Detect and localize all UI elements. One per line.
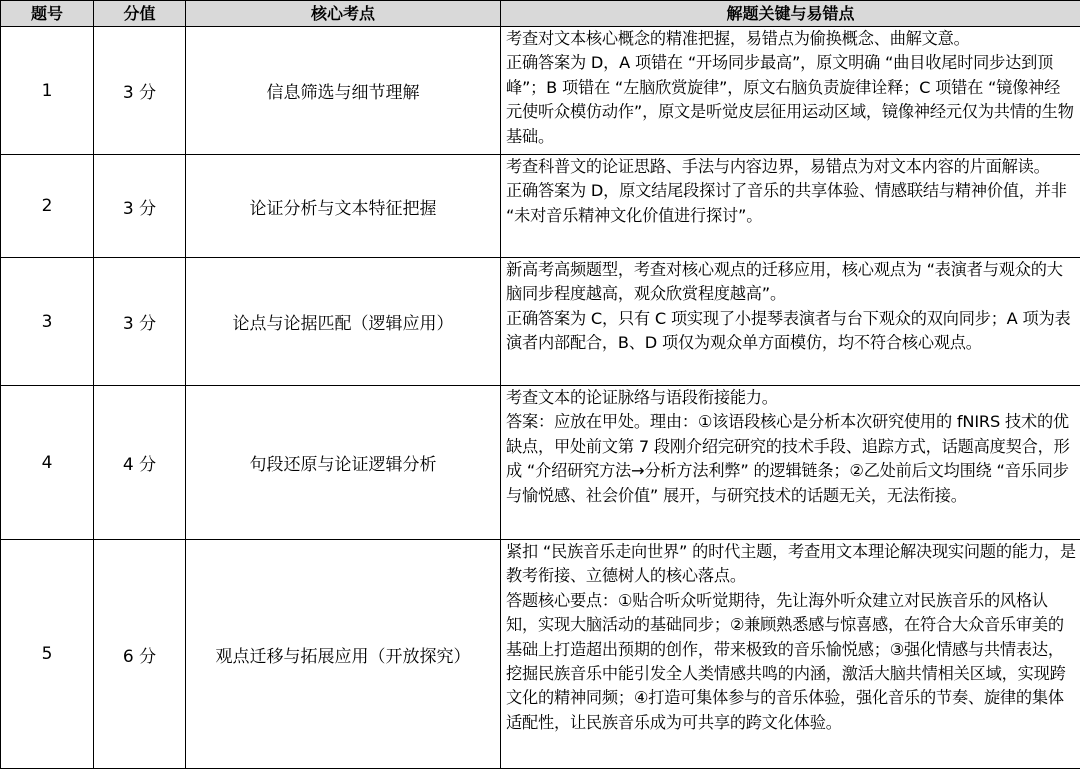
analysis-summary: 紧扣 “民族音乐走向世界” 的时代主题，考查用文本理论解决现实问题的能力，是教考衔接、立德树人的核心落点。 [506, 540, 1076, 589]
question-number: 5 [1, 540, 94, 769]
question-score: 4 分 [94, 386, 186, 540]
analysis-cell [501, 27, 1080, 155]
question-number: 2 [1, 155, 94, 258]
table-row [1, 540, 1080, 769]
table-row [1, 27, 1080, 155]
core-point: 信息筛选与细节理解 [186, 27, 501, 155]
question-score: 3 分 [94, 27, 186, 155]
core-point: 观点迁移与拓展应用（开放探究） [186, 540, 501, 769]
table-row [1, 386, 1080, 540]
question-number: 3 [1, 258, 94, 386]
core-point: 句段还原与论证逻辑分析 [186, 386, 501, 540]
header-question-number: 题号 [1, 1, 94, 27]
analysis-cell [501, 540, 1080, 769]
analysis-cell [501, 155, 1080, 258]
question-score: 3 分 [94, 258, 186, 386]
analysis-cell [501, 258, 1080, 386]
analysis-answer: 正确答案为 D，原文结尾段探讨了音乐的共享体验、情感联结与精神价值，并非 “未对音乐精神文化价值进行探讨”。 [506, 179, 1076, 228]
analysis-summary: 考查对文本核心概念的精准把握，易错点为偷换概念、曲解文意。 [506, 27, 1076, 51]
header-key-and-pitfalls: 解题关键与易错点 [501, 1, 1080, 27]
table-row [1, 155, 1080, 258]
core-point: 论点与论据匹配（逻辑应用） [186, 258, 501, 386]
analysis-cell [501, 386, 1080, 540]
question-number: 4 [1, 386, 94, 540]
table-row [1, 258, 1080, 386]
analysis-summary: 考查科普文的论证思路、手法与内容边界，易错点为对文本内容的片面解读。 [506, 155, 1076, 179]
question-score: 6 分 [94, 540, 186, 769]
header-core-point: 核心考点 [186, 1, 501, 27]
analysis-answer: 正确答案为 D，A 项错在 “开场同步最高”，原文明确 “曲目收尾时同步达到顶峰”；B 项错在 “左脑欣赏旋律”，原文右脑负责旋律诠释；C 项错在 “镜像神经元使听众模仿动作”，原文是听觉皮层征用运动区域，镜像神经元仅为共情的生物基础。 [506, 51, 1076, 149]
analysis-summary: 考查文本的论证脉络与语段衔接能力。 [506, 386, 1076, 410]
question-number: 1 [1, 27, 94, 155]
analysis-answer: 答案：应放在甲处。理由：①该语段核心是分析本次研究使用的 fNIRS 技术的优缺点，甲处前文第 7 段刚介绍完研究的技术手段、追踪方式，话题高度契合，形成 “介绍研究方法→分析方法利弊” 的逻辑链条；②乙处前后文均围绕 “音乐同步与愉悦感、社会价值” 展开，与研究技术的话题无关，无法衔接。 [506, 410, 1076, 508]
analysis-summary: 新高考高频题型，考查对核心观点的迁移应用，核心观点为 “表演者与观众的大脑同步程度越高，观众欣赏程度越高”。 [506, 258, 1076, 307]
header-score: 分值 [94, 1, 186, 27]
core-point: 论证分析与文本特征把握 [186, 155, 501, 258]
header-row [1, 1, 1080, 27]
analysis-answer: 正确答案为 C，只有 C 项实现了小提琴表演者与台下观众的双向同步；A 项为表演者内部配合，B、D 项仅为观众单方面模仿，均不符合核心观点。 [506, 307, 1076, 356]
analysis-answer: 答题核心要点：①贴合听众听觉期待，先让海外听众建立对民族音乐的风格认知，实现大脑活动的基础同步；②兼顾熟悉感与惊喜感，在符合大众音乐审美的基础上打造超出预期的创作，带来极致的音乐愉悦感；③强化情感与共情表达，挖掘民族音乐中能引发全人类情感共鸣的内涵，激活大脑共情相关区域，实现跨文化的精神同频；④打造可集体参与的音乐体验，强化音乐的节奏、旋律的集体适配性，让民族音乐成为可共享的跨文化体验。 [506, 589, 1076, 735]
question-score: 3 分 [94, 155, 186, 258]
